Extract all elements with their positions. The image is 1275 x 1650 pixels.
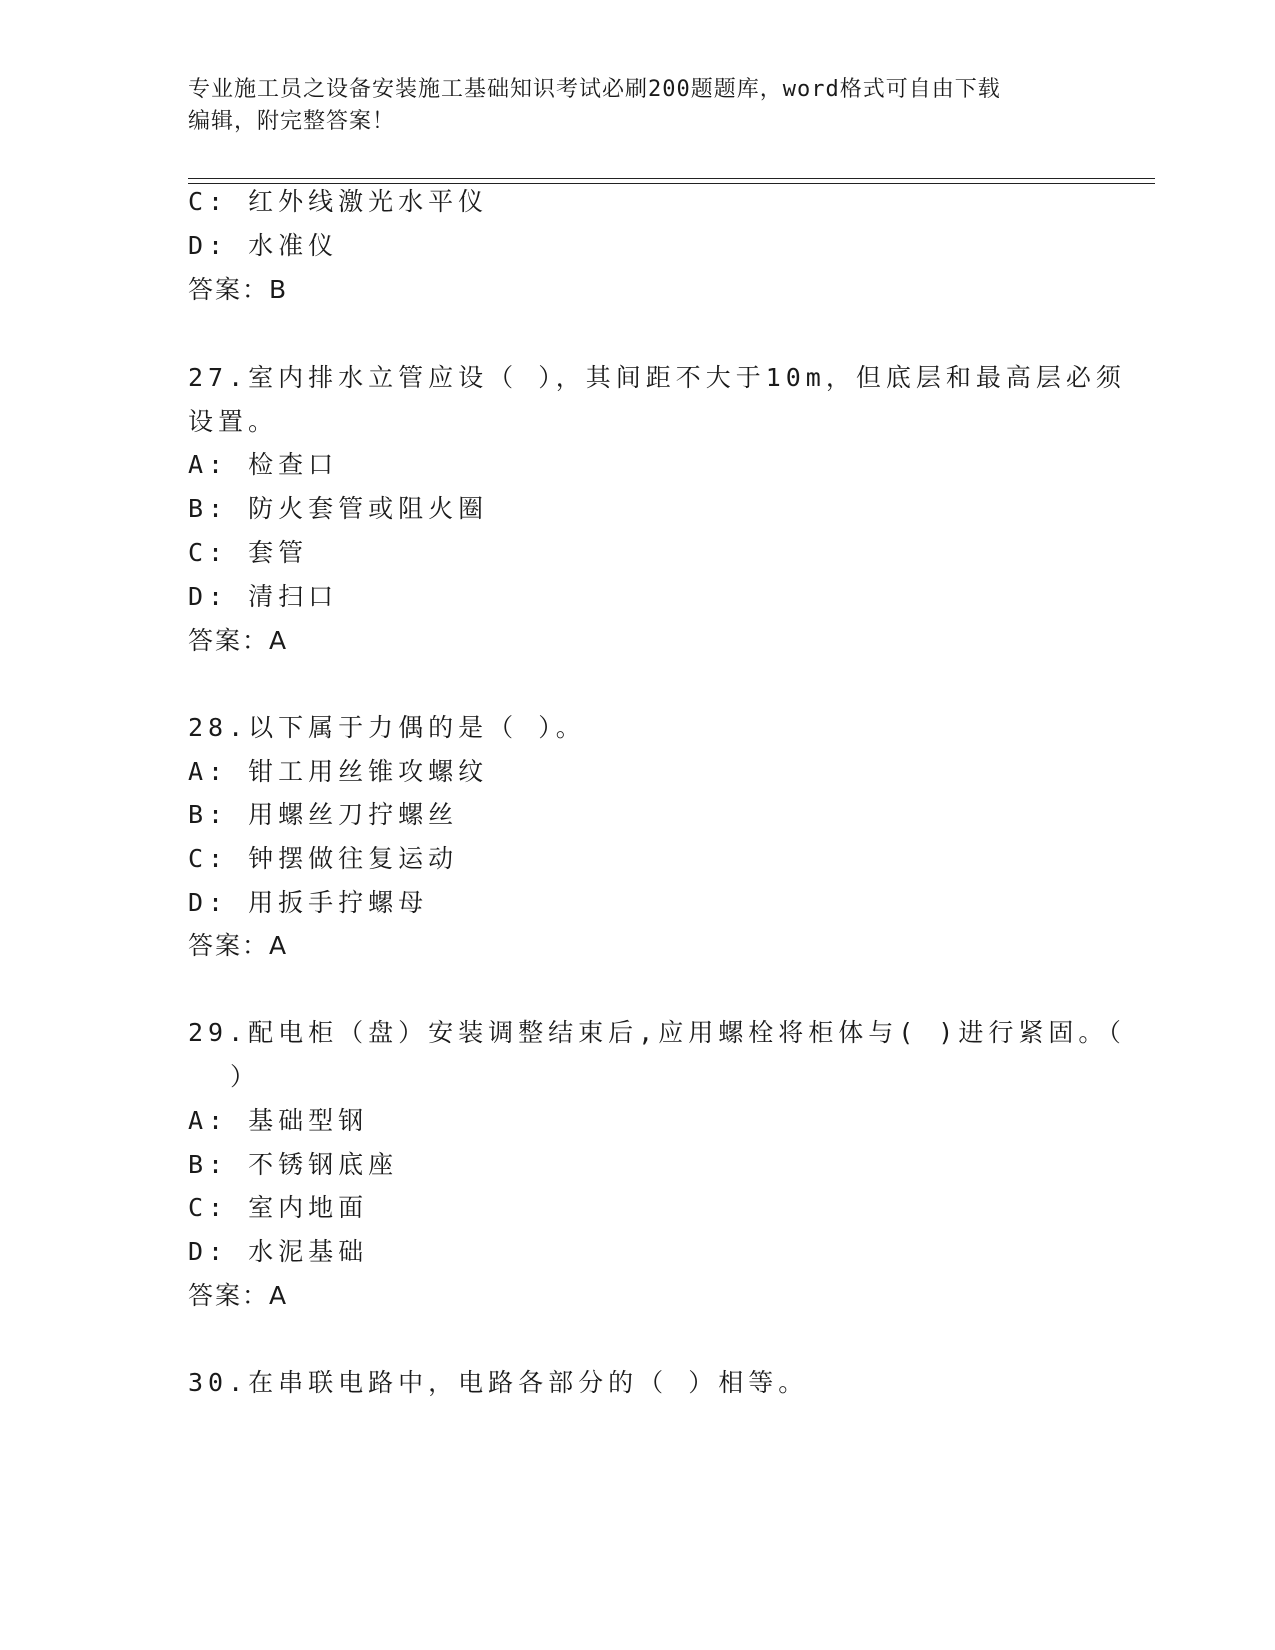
header-divider-bottom bbox=[188, 183, 1155, 184]
q29-question-line-2: ） bbox=[230, 1062, 261, 1091]
q26-option-d: D: 水准仪 bbox=[188, 231, 339, 260]
q27-option-d: D: 清扫口 bbox=[188, 582, 339, 611]
q28-option-d: D: 用扳手拧螺母 bbox=[188, 888, 429, 917]
q28-answer: 答案：A bbox=[188, 931, 289, 960]
q27-option-b: B: 防火套管或阻火圈 bbox=[188, 494, 489, 523]
q29-option-b: B: 不锈钢底座 bbox=[188, 1150, 399, 1179]
q27-option-c: C: 套管 bbox=[188, 538, 309, 567]
q28-option-c: C: 钟摆做往复运动 bbox=[188, 844, 459, 873]
q30-question: 30.在串联电路中，电路各部分的（ ）相等。 bbox=[188, 1368, 809, 1397]
q27-option-a: A: 检查口 bbox=[188, 450, 339, 479]
header-line-2: 编辑，附完整答案！ bbox=[188, 109, 396, 134]
q29-question-line-1: 29.配电柜（盘）安装调整结束后,应用螺栓将柜体与( )进行紧固。（ bbox=[188, 1018, 1126, 1047]
q29-option-d: D: 水泥基础 bbox=[188, 1237, 369, 1266]
q29-option-c: C: 室内地面 bbox=[188, 1193, 369, 1222]
q27-question-line-1: 27.室内排水立管应设（ ），其间距不大于10m，但底层和最高层必须 bbox=[188, 363, 1126, 392]
q27-question-line-2: 设置。 bbox=[188, 407, 279, 436]
q28-option-a: A: 钳工用丝锥攻螺纹 bbox=[188, 757, 489, 786]
q27-answer: 答案：A bbox=[188, 626, 289, 655]
document-header bbox=[188, 74, 1068, 138]
q29-option-a: A: 基础型钢 bbox=[188, 1106, 369, 1135]
q28-question: 28.以下属于力偶的是（ ）。 bbox=[188, 713, 586, 742]
q28-option-b: B: 用螺丝刀拧螺丝 bbox=[188, 800, 459, 829]
header-divider-top bbox=[188, 178, 1155, 179]
q29-answer: 答案：A bbox=[188, 1281, 289, 1310]
q26-option-c: C: 红外线激光水平仪 bbox=[188, 187, 489, 216]
q26-answer: 答案：B bbox=[188, 275, 289, 304]
header-line-1: 专业施工员之设备安装施工基础知识考试必刷200题题库，word格式可自由下载 bbox=[188, 77, 1001, 102]
